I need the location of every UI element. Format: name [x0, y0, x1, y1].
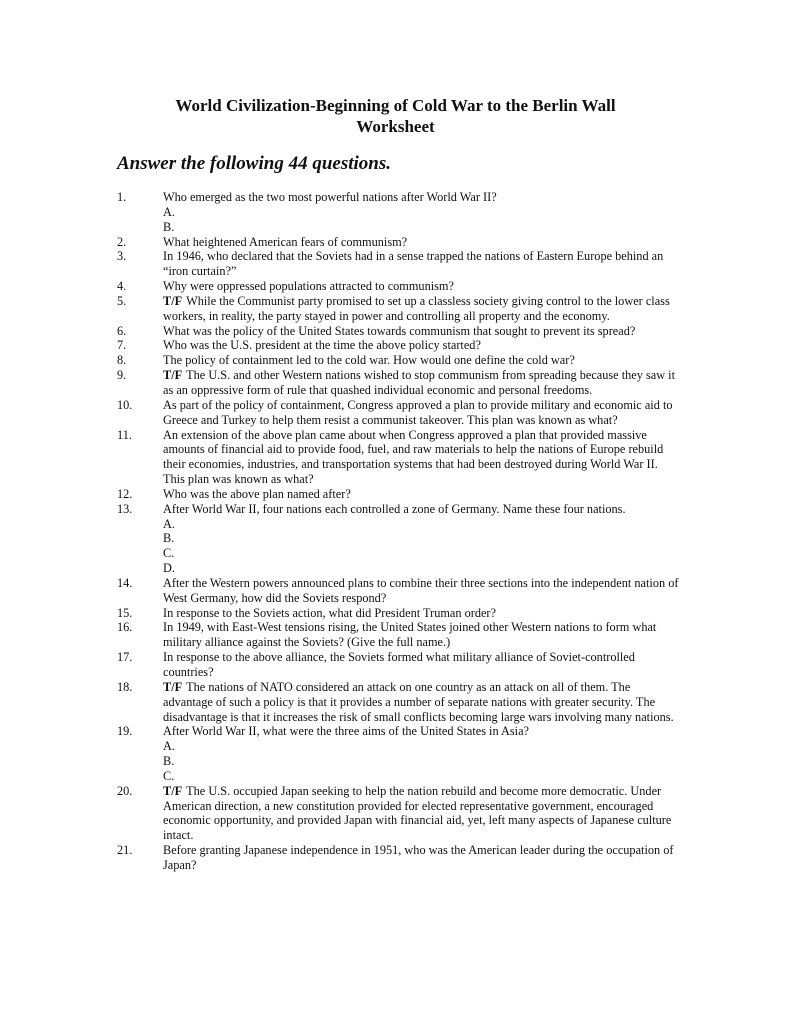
question-item	[0, 398, 681, 428]
answer-label: B.	[163, 754, 175, 769]
question-number: 2.	[117, 234, 127, 249]
question-number: 11.	[117, 427, 132, 442]
question-number: 20.	[117, 783, 133, 798]
question-item	[0, 606, 681, 621]
question-text: The U.S. occupied Japan seeking to help the nation rebuild and become more democratic. Under American direction, a new constitution provided for elected representative government, encouraged economic opportunity, and provided Japan with financial aid, yet, left many aspects of Japanese culture intact.	[163, 783, 672, 843]
question-text: What heightened American fears of communism?	[163, 234, 408, 249]
question-text: Who emerged as the two most powerful nations after World War II?	[163, 190, 497, 204]
question-number: 1.	[117, 190, 127, 204]
question-item	[0, 620, 681, 650]
question-text: Who was the U.S. president at the time the above policy started?	[163, 338, 481, 353]
question-item	[0, 680, 681, 725]
answer-label: C.	[163, 768, 175, 783]
answer-label: B.	[163, 219, 175, 234]
question-number: 9.	[117, 368, 127, 383]
question-text: Before granting Japanese independence in 1951, who was the American leader during the occupation of Japan?	[163, 843, 674, 872]
question-item	[0, 576, 681, 606]
question-text: Who was the above plan named after?	[163, 486, 351, 501]
question-number: 21.	[117, 843, 133, 858]
question-item	[0, 249, 681, 279]
question-item	[0, 487, 681, 502]
question-text: The nations of NATO considered an attack on one country as an attack on all of them. The advantage of such a policy is that it provides a number of separate nations with greater security. The disadvantage is that it increases the risk of small conflicts becoming large wars involving many nations.	[163, 679, 674, 724]
question-number: 7.	[117, 338, 127, 353]
question-text: What was the policy of the United States towards communism that sought to prevent its spread?	[163, 323, 636, 338]
answer-label: B.	[163, 531, 175, 546]
question-number: 6.	[117, 323, 127, 338]
question-number: 5.	[117, 293, 127, 308]
question-text: In 1949, with East-West tensions rising, the United States joined other Western nations to form what military alliance against the Soviets? (Give the full name.)	[163, 620, 657, 650]
question-number: 19.	[117, 724, 133, 739]
question-number: 12.	[117, 486, 133, 501]
question-number: 17.	[117, 650, 133, 665]
question-number: 3.	[117, 249, 127, 264]
question-number: 10.	[117, 397, 133, 412]
question-item	[0, 843, 681, 873]
question-item	[0, 428, 681, 487]
answer-label: A.	[163, 739, 175, 754]
true-false-marker: T/F	[163, 783, 183, 798]
question-text: As part of the policy of containment, Congress approved a plan to provide military and economic aid to Greece and Turkey to help them resist a communist takeover. This plan was known as what?	[163, 397, 673, 427]
worksheet-title	[0, 95, 791, 137]
true-false-marker: T/F	[163, 293, 183, 308]
true-false-marker: T/F	[163, 679, 183, 694]
question-item	[0, 294, 681, 324]
question-item	[0, 650, 681, 680]
question-list	[0, 190, 791, 873]
question-number: 15.	[117, 605, 133, 620]
instructions-heading: Answer the following 44 questions.	[117, 153, 391, 174]
question-text: An extension of the above plan came about when Congress approved a plan that provided massive amounts of financial aid to provide food, fuel, and raw materials to help the nations of Europe rebuild their economies, industries, and transportation systems that had been destroyed during World War II. This plan was known as what?	[163, 427, 664, 487]
question-item	[0, 338, 681, 353]
answer-label: A.	[163, 516, 175, 531]
question-text: In response to the Soviets action, what did President Truman order?	[163, 605, 496, 620]
question-text: After World War II, four nations each controlled a zone of Germany. Name these four nations.	[163, 501, 626, 516]
question-text: In 1946, who declared that the Soviets had in a sense trapped the nations of Eastern Europe behind an “iron curtain?”	[163, 249, 664, 279]
question-item	[0, 279, 681, 294]
question-text: While the Communist party promised to set up a classless society giving control to the lower class workers, in reality, the party stayed in power and controlling all property and the economy.	[163, 293, 670, 323]
title-line-2: Worksheet	[356, 117, 435, 136]
title-line-1: World Civilization-Beginning of Cold War to the Berlin Wall	[175, 96, 616, 115]
question-number: 18.	[117, 679, 133, 694]
question-number: 16.	[117, 620, 133, 635]
answer-label: C.	[163, 546, 175, 561]
question-number: 13.	[117, 501, 133, 516]
question-item	[0, 502, 681, 576]
question-text: After World War II, what were the three aims of the United States in Asia?	[163, 724, 530, 739]
question-item	[0, 190, 681, 235]
question-text: The policy of containment led to the cold war. How would one define the cold war?	[163, 353, 575, 368]
answer-label: D.	[163, 561, 175, 576]
question-item	[0, 368, 681, 398]
question-text: In response to the above alliance, the Soviets formed what military alliance of Soviet-controlled countries?	[163, 650, 635, 679]
question-item	[0, 724, 681, 783]
question-number: 14.	[117, 575, 133, 590]
question-number: 4.	[117, 279, 127, 294]
question-text: The U.S. and other Western nations wished to stop communism from spreading because they saw it as an oppressive form of rule that quashed individual economic and personal freedoms.	[163, 368, 675, 397]
true-false-marker: T/F	[163, 368, 183, 383]
question-text: Why were oppressed populations attracted to communism?	[163, 279, 454, 294]
question-text: After the Western powers announced plans to combine their three sections into the independent nation of West Germany, how did the Soviets respond?	[163, 575, 679, 605]
answer-label: A.	[163, 204, 175, 219]
question-item	[0, 353, 681, 368]
question-item	[0, 324, 681, 339]
question-item	[0, 235, 681, 250]
question-item	[0, 784, 681, 843]
question-number: 8.	[117, 353, 127, 368]
